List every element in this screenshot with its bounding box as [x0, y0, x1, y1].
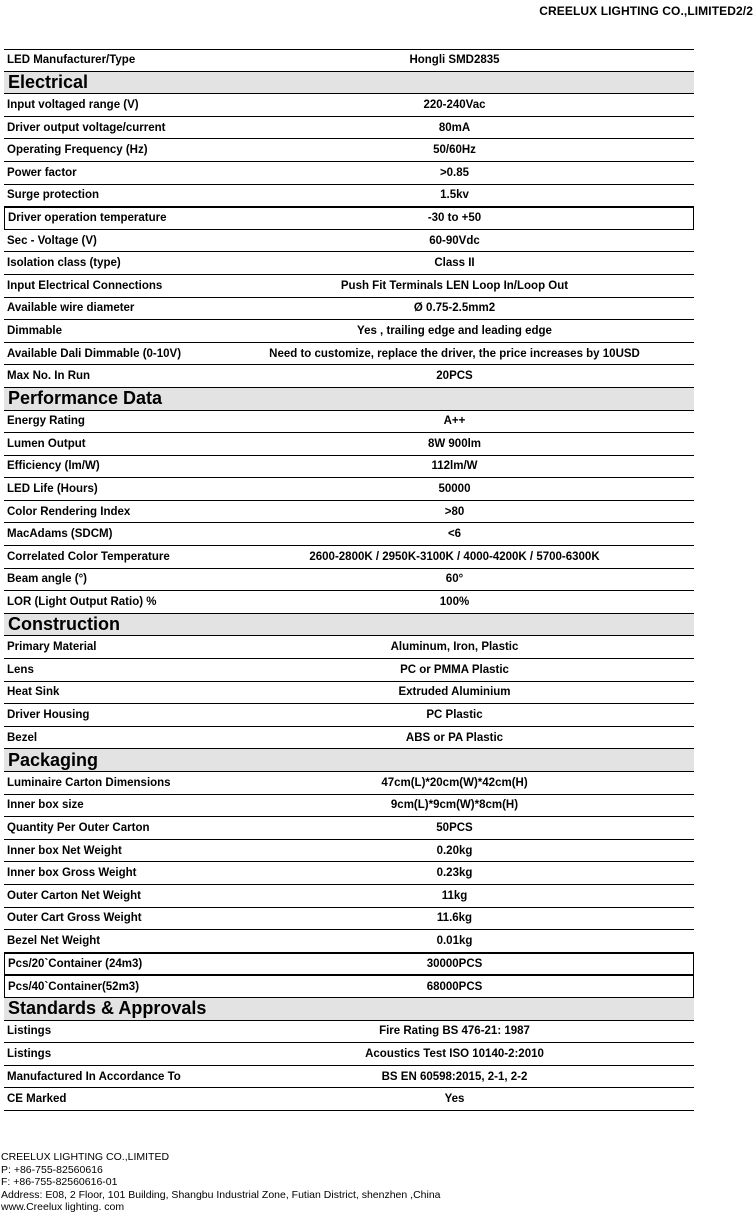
section-heading: Packaging [4, 749, 694, 772]
spec-value: 220-240Vac [423, 98, 486, 111]
spec-label: Correlated Color Temperature [7, 550, 170, 563]
spec-row [4, 862, 694, 885]
spec-row [4, 569, 694, 592]
spec-label: Outer Cart Gross Weight [7, 912, 142, 925]
spec-row [4, 139, 694, 162]
spec-row [4, 49, 694, 72]
spec-row [4, 478, 694, 501]
spec-label: Bezel [7, 731, 38, 744]
spec-label: Available wire diameter [7, 302, 135, 315]
spec-label: Bezel Net Weight [7, 934, 101, 947]
spec-label: Manufactured In Accordance To [7, 1070, 181, 1083]
spec-row [4, 523, 694, 546]
spec-value: Class II [434, 257, 475, 270]
spec-label: Isolation class (type) [7, 257, 121, 270]
spec-row [4, 343, 694, 366]
spec-value: 80mA [438, 121, 471, 134]
spec-row [4, 975, 694, 998]
spec-row [4, 1021, 694, 1044]
spec-label: Operating Frequency (Hz) [7, 144, 148, 157]
spec-row [4, 117, 694, 140]
spec-row [4, 94, 694, 117]
spec-row [4, 185, 694, 208]
spec-value: Hongli SMD2835 [409, 54, 500, 67]
spec-value: 47cm(L)*20cm(W)*42cm(H) [381, 776, 528, 789]
spec-row [4, 727, 694, 750]
spec-row [4, 659, 694, 682]
spec-row [4, 501, 694, 524]
footer [1, 1151, 441, 1214]
spec-row [4, 908, 694, 931]
spec-value: BS EN 60598:2015, 2-1, 2-2 [381, 1070, 528, 1083]
spec-label: Driver output voltage/current [7, 121, 166, 134]
spec-row [4, 298, 694, 321]
spec-value: Need to customize, replace the driver, the price increases by 10USD [269, 347, 640, 360]
spec-row [4, 682, 694, 705]
spec-value: 2600-2800K / 2950K-3100K / 4000-4200K / 5700-6300K [309, 550, 600, 563]
spec-label: Luminaire Carton Dimensions [7, 776, 171, 789]
spec-value: 0.23kg [436, 867, 473, 880]
spec-label: Inner box Net Weight [7, 844, 122, 857]
spec-value: 100% [439, 596, 470, 609]
spec-row [4, 1043, 694, 1066]
spec-label: Efficiency (lm/W) [7, 460, 100, 473]
spec-label: LED Life (Hours) [7, 483, 98, 496]
spec-value: 11kg [441, 889, 468, 902]
spec-label: CE Marked [7, 1093, 67, 1106]
spec-label: Pcs/20`Container (24m3) [8, 958, 143, 971]
spec-row [4, 636, 694, 659]
spec-label: LED Manufacturer/Type [7, 54, 136, 67]
spec-value: 8W 900lm [427, 437, 482, 450]
spec-label: Pcs/40`Container(52m3) [8, 980, 140, 993]
spec-label: Inner box size [7, 799, 84, 812]
spec-row [4, 275, 694, 298]
spec-value: Extruded Aluminium [398, 686, 511, 699]
spec-row [4, 817, 694, 840]
spec-row [4, 207, 694, 230]
spec-value: 0.20kg [436, 844, 473, 857]
spec-value: <6 [447, 528, 462, 541]
spec-value: 50000 [438, 483, 471, 496]
spec-value: Fire Rating BS 476-21: 1987 [379, 1025, 530, 1038]
spec-row [4, 411, 694, 434]
spec-label: Driver operation temperature [8, 212, 167, 225]
spec-row [4, 252, 694, 275]
spec-value: >0.85 [439, 166, 470, 179]
spec-row [4, 885, 694, 908]
spec-label: Quantity Per Outer Carton [7, 821, 150, 834]
spec-value: Ø 0.75-2.5mm2 [413, 302, 496, 315]
spec-value: Push Fit Terminals LEN Loop In/Loop Out [340, 279, 569, 292]
spec-label: Input voltaged range (V) [7, 98, 139, 111]
spec-label: MacAdams (SDCM) [7, 528, 113, 541]
spec-row [4, 953, 694, 976]
spec-row [4, 546, 694, 569]
spec-value: ABS or PA Plastic [405, 731, 504, 744]
spec-value: >80 [444, 505, 465, 518]
footer-company: CREELUX LIGHTING CO.,LIMITED [1, 1151, 170, 1163]
spec-row [4, 704, 694, 727]
spec-value: 68000PCS [426, 980, 483, 993]
spec-label: Sec - Voltage (V) [7, 234, 97, 247]
spec-row [4, 591, 694, 614]
spec-label: Listings [7, 1025, 52, 1038]
spec-value: A++ [443, 415, 466, 428]
spec-value: 60-90Vdc [429, 234, 480, 247]
spec-value: -30 to +50 [427, 212, 482, 225]
footer-phone: P: +86-755-82560616 [1, 1163, 103, 1176]
spec-table [4, 49, 694, 1111]
spec-row [4, 930, 694, 953]
spec-label: Dimmable [7, 324, 62, 337]
header-company-page: CREELUX LIGHTING CO.,LIMITED2/2 [539, 4, 753, 18]
spec-value: Acoustics Test ISO 10140-2:2010 [365, 1047, 544, 1060]
spec-label: Outer Carton Net Weight [7, 889, 141, 902]
spec-label: Surge protection [7, 189, 100, 202]
spec-label: Inner box Gross Weight [7, 867, 137, 880]
spec-label: Primary Material [7, 641, 97, 654]
spec-value: 1.5kv [440, 189, 469, 202]
spec-value: Aluminum, Iron, Plastic [390, 641, 519, 654]
section-heading: Standards & Approvals [4, 998, 694, 1021]
spec-value: Yes [444, 1093, 465, 1106]
spec-row [4, 772, 694, 795]
footer-website: www.Creelux lighting. com [1, 1201, 125, 1214]
section-heading: Electrical [4, 72, 694, 95]
spec-value: 9cm(L)*9cm(W)*8cm(H) [390, 799, 519, 812]
spec-row [4, 230, 694, 253]
spec-label: Color Rendering Index [7, 505, 131, 518]
spec-label: Power factor [7, 166, 77, 179]
spec-value: PC Plastic [426, 709, 483, 722]
spec-value: 112lm/W [431, 460, 478, 473]
spec-label: Listings [7, 1047, 52, 1060]
spec-row [4, 365, 694, 388]
spec-value: 50/60Hz [433, 144, 476, 157]
spec-row [4, 162, 694, 185]
spec-label: Input Electrical Connections [7, 279, 163, 292]
spec-value: PC or PMMA Plastic [400, 663, 509, 676]
spec-row [4, 320, 694, 343]
spec-label: Max No. In Run [7, 370, 91, 383]
spec-row [4, 840, 694, 863]
spec-row [4, 1088, 694, 1111]
spec-label: Available Dali Dimmable (0-10V) [7, 347, 182, 360]
spec-label: Lumen Output [7, 437, 86, 450]
section-heading: Construction [4, 614, 694, 637]
spec-row [4, 795, 694, 818]
spec-value: 60° [445, 573, 464, 586]
spec-value: Yes , trailing edge and leading edge [357, 324, 552, 337]
spec-row [4, 456, 694, 479]
spec-label: Heat Sink [7, 686, 60, 699]
spec-label: Lens [7, 663, 34, 676]
spec-value: 11.6kg [436, 912, 473, 925]
spec-value: 20PCS [436, 370, 473, 383]
spec-value: 0.01kg [436, 934, 473, 947]
spec-label: Beam angle (°) [7, 573, 88, 586]
spec-row [4, 1066, 694, 1089]
spec-row [4, 433, 694, 456]
spec-label: Driver Housing [7, 709, 90, 722]
section-heading: Performance Data [4, 388, 694, 411]
spec-value: 50PCS [436, 821, 473, 834]
footer-address: Address: E08, 2 Floor, 101 Building, Shangbu Industrial Zone, Futian District, shenzhen ,China [1, 1188, 441, 1201]
spec-label: Energy Rating [7, 415, 85, 428]
spec-value: 30000PCS [426, 958, 483, 971]
footer-fax: F: +86-755-82560616-01 [1, 1176, 118, 1189]
spec-label: LOR (Light Output Ratio) % [7, 596, 157, 609]
